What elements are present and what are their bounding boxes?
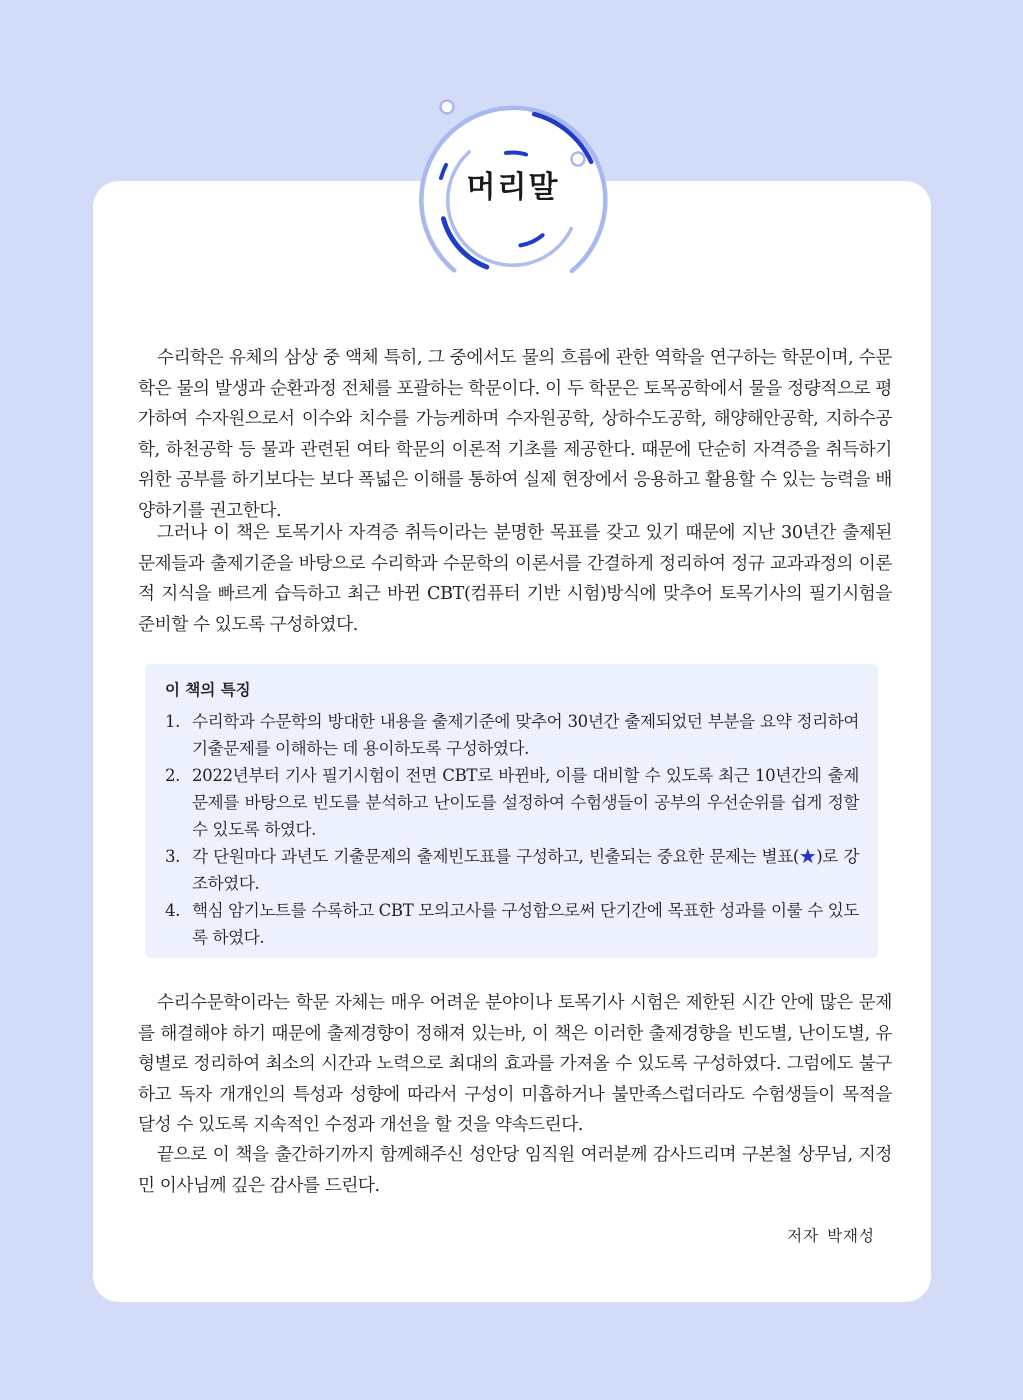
star-icon: ★ bbox=[798, 847, 817, 866]
feature-number: 4. bbox=[165, 901, 181, 920]
feature-item bbox=[165, 708, 859, 762]
feature-text-tail: )로 강조하였다. bbox=[192, 847, 860, 893]
intro-paragraph-1: 수리학은 유체의 삼상 중 액체 특히, 그 중에서도 물의 흐름에 관한 역학을 연구하는 학문이며, 수문학은 물의 발생과 순환과정 전체를 포괄하는 학문이다. 이 두 학문은 토목공학에서 물을 정량적으로 평가하여 수자원으로서 이수와 치수를 가능케하며 수자원공학, 상하수도공학, 해양해안공학, 지하수공학, 하천공학 등 물과 관련된 여타 학문의 이론적 기초를 제공한다. 때문에 단순히 자격증을 취득하기 위한 공부를 하기보다는 보다 폭넓은 이해를 통하여 실제 현장에서 응용하고 활용할 수 있는 능력을 배양하기를 권고한다. bbox=[138, 348, 892, 521]
feature-item bbox=[165, 897, 859, 951]
closing-paragraph-1: 수리수문학이라는 학문 자체는 매우 어려운 분야이나 토목기사 시험은 제한된 시간 안에 많은 문제를 해결해야 하기 때문에 출제경향이 정해져 있는바, 이 책은 이러한 출제경향을 빈도별, 난이도별, 유형별로 정리하여 최소의 시간과 노력으로 최대의 효과를 가져올 수 있도록 구성하였다. 그럼에도 불구하고 독자 개개인의 특성과 성향에 따라서 구성이 미흡하거나 불만족스럽더라도 수험생들이 목적을 달성 수 있도록 지속적인 수정과 개선을 할 것을 약속드린다. bbox=[138, 993, 892, 1136]
intro-paragraph-2: 그러나 이 책은 토목기사 자격증 취득이라는 분명한 목표를 갖고 있기 때문에 지난 30년간 출제된 문제들과 출제기준을 바탕으로 수리학과 수문학의 이론서를 간결하게 정리하여 정규 교과과정의 이론적 지식을 빠르게 습득하고 최근 바뀐 CBT(컴퓨터 기반 시험)방식에 맞추어 토목기사의 필기시험을 준비할 수 있도록 구성하였다. bbox=[138, 523, 892, 635]
author-label: 저자 bbox=[787, 1227, 820, 1245]
feature-text: 핵심 암기노트를 수록하고 CBT 모의고사를 구성함으로써 단기간에 목표한 성과를 이룰 수 있도록 하였다. bbox=[192, 901, 859, 947]
feature-number: 3. bbox=[165, 847, 181, 866]
author-name: 박재성 bbox=[827, 1227, 875, 1245]
feature-number: 1. bbox=[165, 712, 181, 731]
features-heading: 이 책의 특징 bbox=[165, 681, 251, 699]
accent-arc-top bbox=[506, 153, 526, 155]
closing-paragraph-2: 끝으로 이 책을 출간하기까지 함께해주신 성안당 임직원 여러분께 감사드리며 구본철 상무님, 지정민 이사님께 깊은 감사를 드린다. bbox=[138, 1145, 892, 1196]
page-title: 머리말 bbox=[466, 170, 560, 205]
feature-text: 각 단원마다 과년도 기출문제의 출제빈도표를 구성하고, 빈출되는 중요한 문제는 별표( bbox=[192, 847, 799, 866]
author-signature bbox=[787, 1224, 875, 1246]
feature-text: 수리학과 수문학의 방대한 내용을 출제기준에 맞추어 30년간 출제되었던 부분을 요약 정리하여 기출문제를 이해하는 데 용이하도록 구성하였다. bbox=[192, 712, 859, 758]
book-features-box bbox=[145, 664, 878, 958]
feature-number: 2. bbox=[165, 766, 181, 785]
feature-text: 2022년부터 기사 필기시험이 전면 CBT로 바뀐바, 이를 대비할 수 있도록 최근 10년간의 출제문제를 바탕으로 빈도를 분석하고 난이도를 설정하여 수험생들이 공부의 우선순위를 쉽게 정할 수 있도록 하였다. bbox=[192, 766, 859, 839]
ring-dot-top bbox=[441, 101, 454, 114]
feature-item bbox=[165, 762, 859, 843]
feature-item bbox=[165, 843, 859, 897]
features-list bbox=[165, 708, 859, 951]
